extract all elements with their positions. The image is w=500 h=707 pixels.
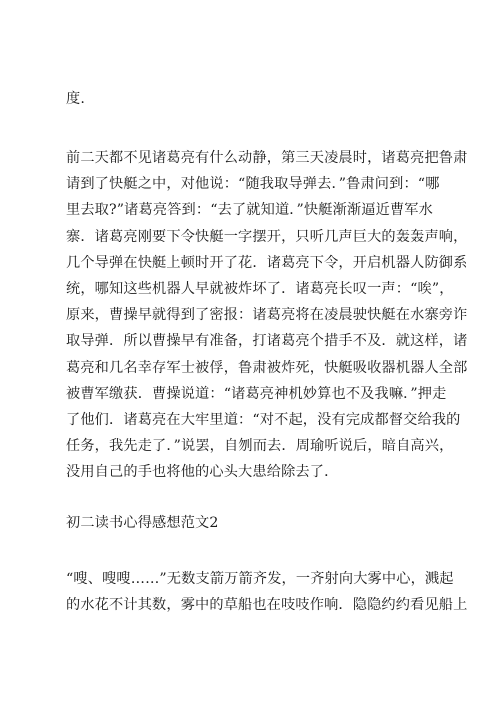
text-line: 里去取?”诸葛亮答到：“去了就知道．”快艇渐渐逼近曹军水 bbox=[66, 202, 433, 219]
text-line: 了他们．诸葛亮在大牢里道：“对不起，没有完成都督交给我的 bbox=[66, 411, 461, 428]
text-line: 被曹军缴获．曹操说道：“诸葛亮神机妙算也不及我嘛．”押走 bbox=[66, 385, 447, 402]
paragraph-fragment bbox=[66, 86, 438, 112]
text-line: 的水花不计其数，雾中的草船也在吱吱作响．隐隐约约看见船上 bbox=[66, 597, 468, 614]
text-line: 没用自己的手也将他的心头大患给除去了． bbox=[66, 464, 339, 481]
text-line: 原来，曹操早就得到了密报：诸葛亮将在凌晨驶快艇在水寨旁诈 bbox=[66, 307, 468, 324]
text-line: 葛亮和几名幸存军士被俘，鲁肃被炸死，快艇吸收器机器人全部 bbox=[66, 359, 468, 376]
text-line: 请到了快艇之中，对他说：“随我取导弹去．”鲁肃问到：“哪 bbox=[66, 176, 440, 193]
text-line: “嗖、嗖嗖……”无数支箭万箭齐发，一齐射向大雾中心，溅起 bbox=[66, 571, 454, 587]
text-line: 统，哪知这些机器人早就被炸坏了．诸葛亮长叹一声：“唉”， bbox=[66, 280, 454, 297]
text-line: 寨．诸葛亮刚要下令快艇一字摆开，只听几声巨大的轰轰声响， bbox=[66, 228, 468, 245]
paragraph-essay bbox=[66, 566, 468, 618]
text-line: 取导弹．所以曹操早有准备，打诸葛亮个措手不及．就这样，诸 bbox=[66, 333, 468, 350]
heading-text: 初二读书心得感想范文2 bbox=[66, 515, 219, 531]
section-heading bbox=[66, 510, 438, 536]
paragraph-story bbox=[66, 145, 468, 485]
text-line: 几个导弹在快艇上顿时开了花．诸葛亮下令，开启机器人防御系 bbox=[66, 254, 468, 271]
text-line: 前二天都不见诸葛亮有什么动静，第三天凌晨时，诸葛亮把鲁肃 bbox=[66, 150, 468, 166]
text-line: 度. bbox=[66, 91, 85, 107]
text-line: 任务，我先走了．”说罢，自刎而去．周瑜听说后，暗自高兴， bbox=[66, 438, 454, 455]
